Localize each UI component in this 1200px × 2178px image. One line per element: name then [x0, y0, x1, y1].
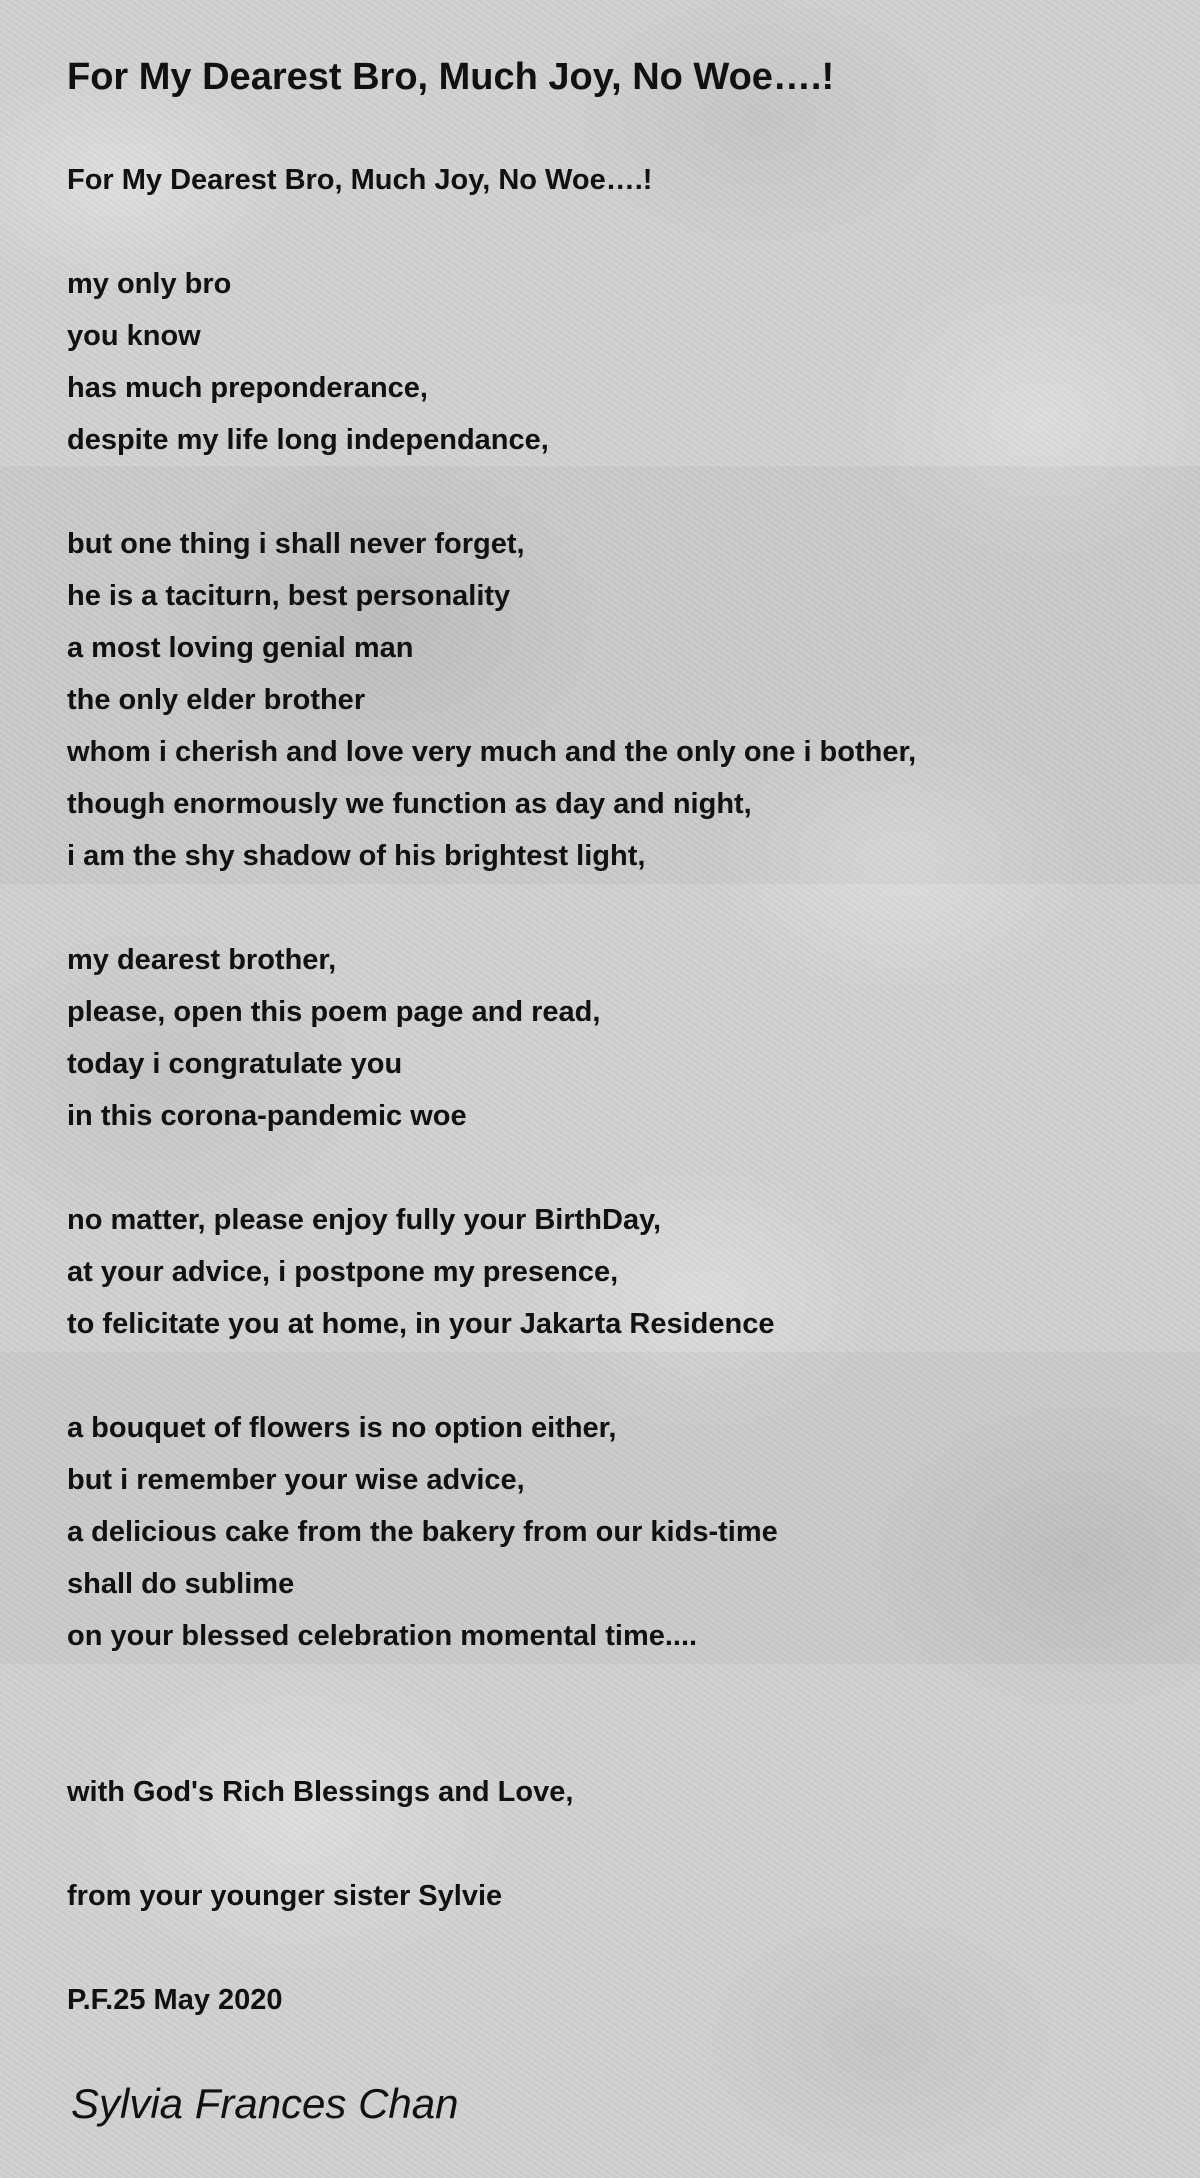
poem-line: my dearest brother, [67, 944, 337, 976]
poem-line: you know [67, 320, 201, 352]
poem-line: today i congratulate you [67, 1048, 403, 1080]
poem-line: to felicitate you at home, in your Jakarta Residence [67, 1308, 775, 1340]
poem-blank-line [67, 1714, 916, 1766]
poem-blank-line [67, 882, 916, 934]
poem-line: my only bro [67, 268, 232, 300]
poem-line: i am the shy shadow of his brightest light, [67, 840, 646, 872]
poem-line: a bouquet of flowers is no option either, [67, 1412, 617, 1444]
poem-line: has much preponderance, [67, 372, 428, 404]
poem-line: please, open this poem page and read, [67, 996, 601, 1028]
poem-line: in this corona-pandemic woe [67, 1100, 467, 1132]
poem-line: but one thing i shall never forget, [67, 528, 525, 560]
poem-line: whom i cherish and love very much and the only one i bother, [67, 736, 917, 768]
poem-line: on your blessed celebration momental time.... [67, 1620, 698, 1652]
poem-blank-line [67, 1142, 916, 1194]
poem-blank-line [67, 1818, 916, 1870]
poem-line: a delicious cake from the bakery from our kids-time [67, 1516, 778, 1548]
poem-line: but i remember your wise advice, [67, 1464, 525, 1496]
poem-blank-line [67, 206, 916, 258]
poem-line: For My Dearest Bro, Much Joy, No Woe….! [67, 164, 653, 196]
poem-title: For My Dearest Bro, Much Joy, No Woe….! [67, 56, 835, 98]
poem-author: Sylvia Frances Chan [71, 2080, 459, 2127]
poem-blank-line [67, 466, 916, 518]
poem-line: with God's Rich Blessings and Love, [67, 1776, 574, 1808]
poem-body [67, 154, 916, 2026]
poem-blank-line [67, 1350, 916, 1402]
poem-line: despite my life long independance, [67, 424, 549, 456]
poem-line: no matter, please enjoy fully your BirthDay, [67, 1204, 662, 1236]
poem-line: from your younger sister Sylvie [67, 1880, 503, 1912]
poem-line: the only elder brother [67, 684, 366, 716]
poem-blank-line [67, 1662, 916, 1714]
poem-blank-line [67, 1922, 916, 1974]
poem-line: P.F.25 May 2020 [67, 1984, 283, 2016]
poem-line: a most loving genial man [67, 632, 414, 664]
poem-line: he is a taciturn, best personality [67, 580, 511, 612]
poem-line: though enormously we function as day and night, [67, 788, 752, 820]
poem-line: at your advice, i postpone my presence, [67, 1256, 619, 1288]
poem-line: shall do sublime [67, 1568, 295, 1600]
